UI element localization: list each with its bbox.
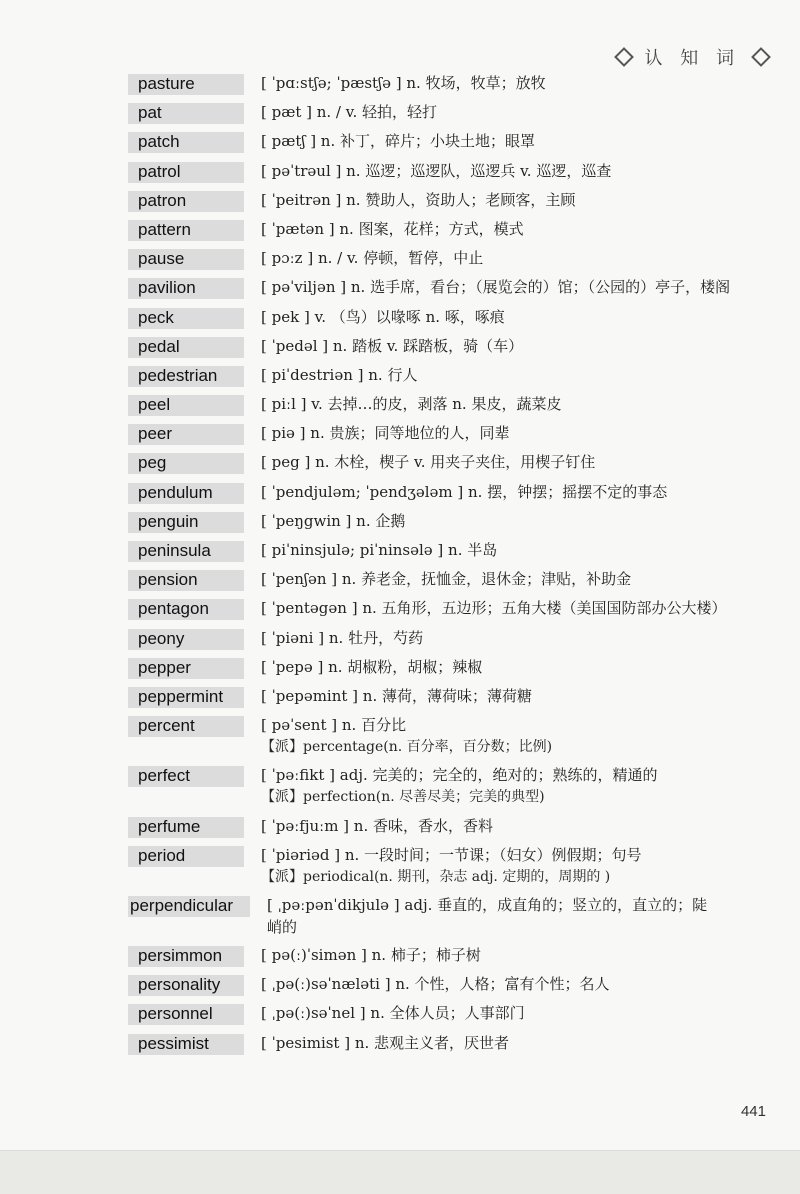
entry-row	[128, 894, 778, 938]
diamond-ornament-icon	[614, 47, 634, 67]
entry-row	[128, 1002, 778, 1025]
headword: peppermint	[128, 687, 244, 708]
entry-row	[128, 844, 778, 888]
definition-block	[244, 685, 778, 707]
definition-line: [ pəˈviljən ] n. 选手席，看台；（展览会的）馆；（公园的）亭子，楼阁	[261, 278, 731, 297]
section-title: 认 知 词	[644, 48, 740, 69]
entry-row	[128, 1032, 778, 1055]
definition-block	[244, 422, 778, 444]
definition-block	[244, 714, 778, 758]
definition-block	[244, 656, 778, 678]
definition-block	[244, 568, 778, 590]
page-number: 441	[740, 1103, 766, 1120]
headword: peg	[128, 453, 244, 474]
headword: penguin	[128, 512, 244, 533]
definition-block	[244, 844, 778, 888]
definition-line: [ ˈpeitrən ] n. 赞助人，资助人；老顾客，主顾	[261, 190, 576, 209]
entry-row	[128, 160, 778, 183]
entry-row	[128, 510, 778, 533]
definition-block	[244, 764, 778, 808]
entry-row	[128, 627, 778, 650]
definition-line: [ pəˈtrəul ] n. 巡逻；巡逻队，巡逻兵 v. 巡逻，巡查	[261, 161, 612, 180]
headword: peer	[128, 424, 244, 445]
definition-block	[244, 364, 778, 386]
definition-line: [ ˈpepəmint ] n. 薄荷，薄荷味；薄荷糖	[261, 686, 532, 705]
definition-line: [ ˈpendjuləm; ˈpendʒələm ] n. 摆，钟摆；摇摆不定的事态	[261, 482, 668, 501]
definition-line: [ pɔːz ] n. / v. 停顿，暂停，中止	[261, 249, 484, 268]
definition-line: [ ˌpə(ː)səˈnel ] n. 全体人员；人事部门	[261, 1004, 525, 1023]
definition-line: [ ˈpenʃən ] n. 养老金，抚恤金，退休金；津贴，补助金	[261, 570, 632, 589]
headword: patch	[128, 132, 244, 153]
definition-line: [ ˈpentəgən ] n. 五角形，五边形；五角大楼（美国国防部办公大楼）	[261, 599, 727, 618]
entry-row	[128, 685, 778, 708]
headword: pepper	[128, 658, 244, 679]
entry-row	[128, 130, 778, 153]
entry-row	[128, 539, 778, 562]
headword: pendulum	[128, 483, 244, 504]
definition-block	[244, 944, 778, 966]
definition-block	[244, 276, 778, 298]
definition-line: [ ˈpɑːstʃə; ˈpæstʃə ] n. 牧场，牧草；放牧	[261, 74, 546, 92]
definition-block	[244, 189, 778, 211]
entry-row	[128, 944, 778, 967]
entry-row	[128, 568, 778, 591]
definition-block	[244, 72, 778, 94]
definition-line: [ pek ] v. （鸟）以喙啄 n. 啄，啄痕	[261, 307, 505, 326]
entry-row	[128, 393, 778, 416]
definition-line: [ pə(ː)ˈsimən ] n. 柿子；柿子树	[261, 946, 481, 965]
headword: personnel	[128, 1004, 244, 1025]
headword: peck	[128, 308, 244, 329]
definition-block	[244, 335, 778, 357]
definition-line: [ ˈpəːfjuːm ] n. 香味，香水，香料	[261, 816, 494, 835]
definition-block	[244, 627, 778, 649]
definition-line: [ ˈpedəl ] n. 踏板 v. 踩踏板，骑（车）	[261, 336, 524, 355]
headword: pat	[128, 103, 244, 124]
definition-block	[244, 597, 778, 619]
entry-row	[128, 481, 778, 504]
entry-row	[128, 306, 778, 329]
definition-block	[244, 539, 778, 561]
definition-line: [ pæt ] n. / v. 轻拍，轻打	[261, 103, 437, 122]
definition-block	[244, 160, 778, 182]
definition-line: [ pætʃ ] n. 补丁，碎片；小块土地；眼罩	[261, 132, 536, 151]
headword: pavilion	[128, 278, 244, 299]
entry-row	[128, 422, 778, 445]
headword: pattern	[128, 220, 244, 241]
definition-block	[250, 894, 778, 938]
definition-block	[244, 451, 778, 473]
headword: pedestrian	[128, 366, 244, 387]
entry-list	[128, 72, 778, 1061]
entry-row	[128, 973, 778, 996]
headword: pause	[128, 249, 244, 270]
entry-row	[128, 335, 778, 358]
definition-line: [ ˈpiəriəd ] n. 一段时间；一节课；（妇女）例假期；句号	[261, 845, 642, 864]
definition-line: [ ˈpəːfikt ] adj. 完美的；完全的，绝对的；熟练的，精通的	[261, 766, 658, 785]
entry-row	[128, 764, 778, 808]
definition-block	[244, 1032, 778, 1054]
definition-line: [ piə ] n. 贵族；同等地位的人，同辈	[261, 424, 510, 443]
entry-row	[128, 101, 778, 124]
headword: pedal	[128, 337, 244, 358]
definition-block	[244, 101, 778, 123]
headword: peel	[128, 395, 244, 416]
headword: pentagon	[128, 599, 244, 620]
definition-line: 峭的	[267, 917, 298, 936]
definition-line: [ piːl ] v. 去掉…的皮，剥落 n. 果皮，蔬菜皮	[261, 395, 562, 414]
definition-line: [ piˈdestriən ] n. 行人	[261, 365, 418, 384]
headword: pension	[128, 570, 244, 591]
headword: patrol	[128, 162, 244, 183]
diamond-ornament-icon	[751, 47, 771, 67]
definition-line: [ ˌpə(ː)səˈnæləti ] n. 个性，人格；富有个性；名人	[261, 975, 610, 994]
entry-row	[128, 218, 778, 241]
definition-block	[244, 218, 778, 240]
headword: perfume	[128, 817, 244, 838]
definition-line: [ ˈpepə ] n. 胡椒粉，胡椒；辣椒	[261, 657, 483, 676]
headword: patron	[128, 191, 244, 212]
definition-line: [ piˈninsjulə; piˈninsələ ] n. 半岛	[261, 541, 498, 559]
headword: pasture	[128, 74, 244, 95]
definition-block	[244, 247, 778, 269]
definition-line: [ ˈpætən ] n. 图案，花样；方式，模式	[261, 219, 524, 238]
headword: peninsula	[128, 541, 244, 562]
definition-block	[244, 510, 778, 532]
definition-line: [ ˈpesimist ] n. 悲观主义者，厌世者	[261, 1033, 510, 1052]
definition-block	[244, 481, 778, 503]
headword: period	[128, 846, 244, 867]
definition-line: [ ˈpiəni ] n. 牡丹，芍药	[261, 628, 424, 647]
headword: perfect	[128, 766, 244, 787]
headword: percent	[128, 716, 244, 737]
derivative-line: 【派】periodical(n. 期刊，杂志 adj. 定期的，周期的 )	[261, 868, 611, 885]
definition-line: [ ˈpeŋgwin ] n. 企鹅	[261, 511, 406, 530]
headword: peony	[128, 629, 244, 650]
entry-row	[128, 714, 778, 758]
entry-row	[128, 247, 778, 270]
headword: pessimist	[128, 1034, 244, 1055]
entry-row	[128, 72, 778, 95]
entry-row	[128, 656, 778, 679]
definition-line: [ pəˈsent ] n. 百分比	[261, 716, 407, 735]
entry-row	[128, 276, 778, 299]
entry-row	[128, 597, 778, 620]
definition-block	[244, 1002, 778, 1024]
derivative-line: 【派】perfection(n. 尽善尽美；完美的典型)	[261, 789, 545, 806]
entry-row	[128, 815, 778, 838]
headword: perpendicular	[128, 896, 250, 917]
definition-line: [ peg ] n. 木栓，楔子 v. 用夹子夹住，用楔子钉住	[261, 453, 596, 472]
page-bottom-edge	[0, 1150, 800, 1194]
headword: persimmon	[128, 946, 244, 967]
derivative-line: 【派】percentage(n. 百分率，百分数；比例)	[261, 739, 553, 756]
definition-block	[244, 973, 778, 995]
section-header	[613, 44, 772, 70]
entry-row	[128, 451, 778, 474]
entry-row	[128, 364, 778, 387]
definition-line: [ ˌpəːpənˈdikjulə ] adj. 垂直的，成直角的；竖立的，直立的；陡	[267, 895, 708, 914]
definition-block	[244, 393, 778, 415]
definition-block	[244, 130, 778, 152]
definition-block	[244, 815, 778, 837]
definition-block	[244, 306, 778, 328]
entry-row	[128, 189, 778, 212]
headword: personality	[128, 975, 244, 996]
